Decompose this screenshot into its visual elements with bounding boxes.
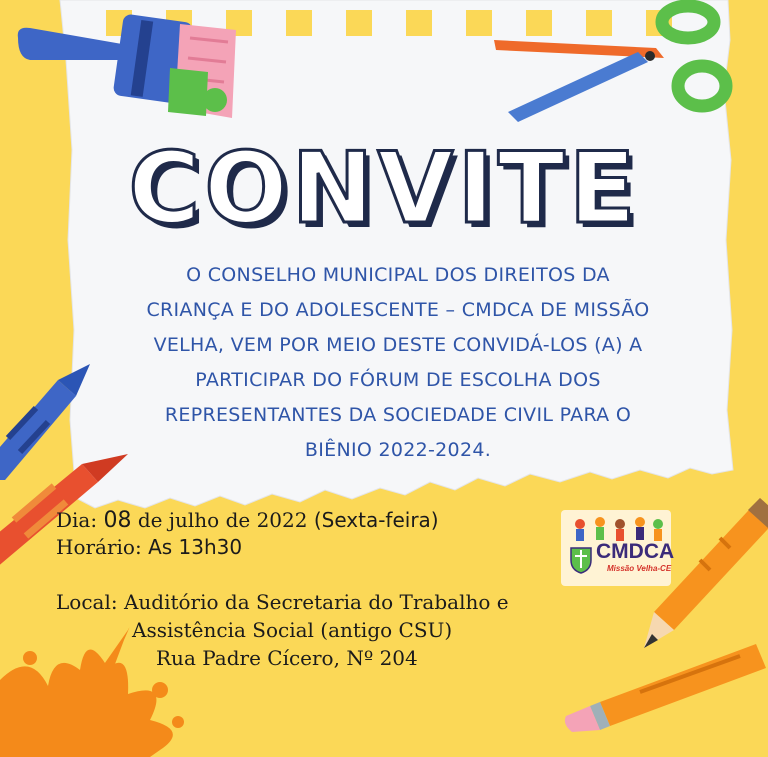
logo-crest-icon (569, 544, 593, 574)
date-label: Dia: (56, 508, 98, 532)
location-line-2: Assistência Social (antigo CSU) (132, 618, 453, 642)
body-line: CRIANÇA E DO ADOLESCENTE – CMDCA DE MISSÃO (146, 299, 650, 321)
time-line (56, 535, 242, 559)
pink-eraser-pencil-icon (560, 628, 768, 738)
body-line: PARTICIPAR DO FÓRUM DE ESCOLHA DOS (195, 369, 601, 391)
paint-brush-icon (10, 8, 245, 118)
date-weekday: (Sexta-feira) (313, 508, 439, 532)
body-line: BIÊNIO 2022-2024. (304, 439, 492, 461)
time-value: As 13h30 (148, 535, 243, 559)
body-line: O CONSELHO MUNICIPAL DOS DIREITOS DA (186, 264, 610, 286)
date-line (56, 508, 439, 533)
logo-name: CMDCA (596, 540, 675, 563)
time-label: Horário: (56, 535, 142, 559)
date-month-year: de julho de 2022 (137, 508, 308, 532)
location-line-1: Local: Auditório da Secretaria do Trabalho e (56, 590, 509, 614)
body-line: VELHA, VEM POR MEIO DESTE CONVIDÁ-LOS (A) A (153, 334, 643, 356)
location-line-3: Rua Padre Cícero, Nº 204 (156, 646, 418, 670)
invitation-body (110, 258, 686, 468)
invitation-title: CONVITE (128, 132, 640, 246)
body-line: REPRESENTANTES DA SOCIEDADE CIVIL PARA O (164, 404, 632, 426)
logo-subtitle: Missão Velha-CE (607, 564, 672, 573)
date-day: 08 (103, 508, 132, 533)
scissors-icon (488, 0, 738, 125)
